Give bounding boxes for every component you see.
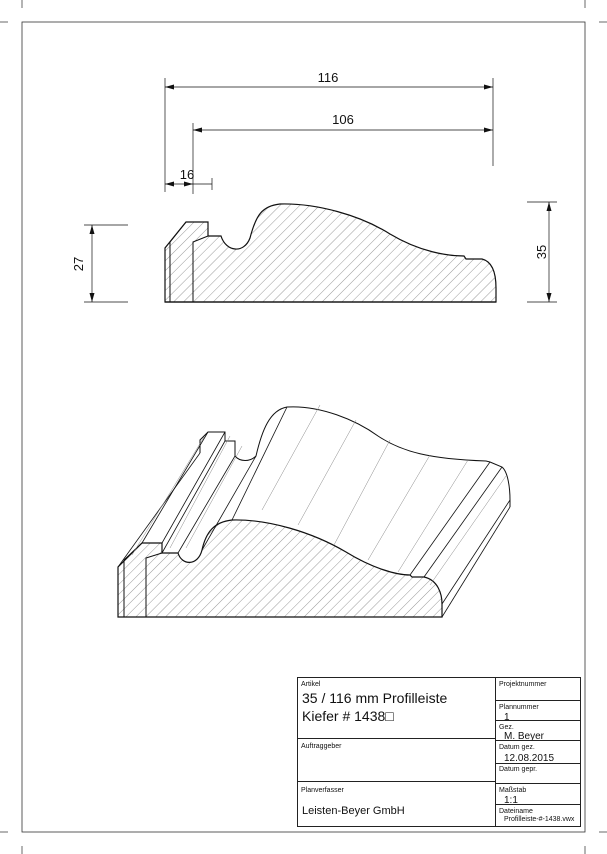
massstab-label: Maßstab bbox=[499, 787, 527, 794]
artikel-title-line2: Kiefer # 1438□ bbox=[302, 708, 394, 724]
title-block bbox=[297, 677, 581, 827]
massstab-cell bbox=[495, 783, 581, 805]
profile-cross-section bbox=[165, 204, 496, 302]
dim-overall-width: 116 bbox=[317, 70, 339, 85]
plannummer-cell bbox=[495, 700, 581, 721]
projektnummer-label: Projektnummer bbox=[499, 681, 547, 688]
datum-gez-value: 12.08.2015 bbox=[504, 753, 555, 764]
planverfasser-value: Leisten-Beyer GmbH bbox=[302, 805, 405, 817]
artikel-label: Artikel bbox=[301, 681, 321, 688]
artikel-title-line1: 35 / 116 mm Profilleiste bbox=[302, 690, 448, 706]
planverfasser-label: Planverfasser bbox=[301, 787, 344, 794]
massstab-value: 1:1 bbox=[504, 795, 518, 806]
artikel-cell bbox=[297, 677, 496, 739]
datum-gez-label: Datum gez. bbox=[499, 744, 535, 751]
datum-gepr-cell bbox=[495, 763, 581, 784]
dateiname-value: Profilleiste-#-1438.vwx bbox=[504, 816, 575, 823]
gez-label: Gez. bbox=[499, 724, 514, 731]
dim-left-height: 27 bbox=[71, 256, 86, 272]
gez-value: M. Beyer bbox=[504, 731, 545, 742]
dim-total-height: 35 bbox=[534, 244, 549, 260]
auftraggeber-cell bbox=[297, 738, 496, 782]
plannummer-value: 1 bbox=[504, 712, 510, 723]
profile-section-view bbox=[165, 204, 496, 302]
gez-cell bbox=[495, 720, 581, 741]
auftraggeber-label: Auftraggeber bbox=[301, 743, 342, 750]
plannummer-label: Plannummer bbox=[499, 704, 539, 711]
planverfasser-cell bbox=[297, 781, 496, 827]
datum-gepr-label: Datum gepr. bbox=[499, 766, 538, 773]
dateiname-cell bbox=[495, 804, 581, 827]
dim-lip-width: 16 bbox=[179, 167, 195, 182]
dim-inner-width: 106 bbox=[332, 112, 354, 127]
dateiname-label: Dateiname bbox=[499, 808, 533, 815]
datum-gez-cell bbox=[495, 740, 581, 764]
profile-isometric-view bbox=[118, 405, 510, 617]
projektnummer-cell bbox=[495, 677, 581, 701]
